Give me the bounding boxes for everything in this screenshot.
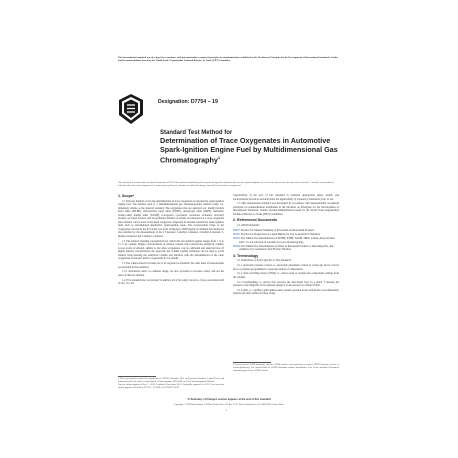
reference-link-d6304[interactable]: D6304 — [233, 244, 241, 248]
standard-heading — [160, 130, 350, 165]
wto-notice-line-1: This international standard was developed in accordance with internationally recognized principles on standardization established in the Decision on Principles for the — [118, 56, 288, 59]
paragraph-2-1: 2.1 ASTM Standards: — [237, 223, 261, 227]
right-column — [233, 194, 339, 297]
issue-note: This standard is issued under the fixed designation D7754; the number immediately following the designation indicates the year of original adoption or, in the case of revision, the year of last revision. A number in parentheses indicates the year of last reapproval. A superscript epsilon (ε) indicates an editorial change since the last revision or reapproval. — [118, 181, 334, 187]
paragraph-1-1: 1.1 This test method covers the determination of trace oxygenates in automotive spark-ignition engine fuel. The method used is a multidimensional gas chromatographic method using 1,2-dimethoxy ethane as the internal standard. The oxygenates that are analyzed are: methyl-tertiary butyl ether (MTBE), ethyl-tertiary butyl ether (ETBE), diisopropyl ether (DIPE), methanol, tertiary-amyl methyl ether (TAME), n-propanol, i-propanol, n-butanol, i-butanol, tert-butyl alcohol, sec-butyl alcohol, and tert-pentanol. Ethanol is usually not measured at a trace oxygenate since ethanol can be used as the main oxygenate compound in blended automotive spark-ignition fuels such as reformulated automotive spark-ignition fuels. The concentration range of the oxygenates covered in the ILS study was from 10 mg/kg to 2000 mg/kg. In addition this method is also suitable for the measurement of the C5 ketones: 2-methyl-1-butanol, 2-methyl-2-butanol, 3-methyl-2-butanol and 3-methyl-1-butanol. — [118, 199, 224, 238]
title-footnote-marker: 1 — [217, 155, 221, 161]
left-footnotes — [118, 378, 224, 390]
reference-link-d4307[interactable]: D4307 — [233, 232, 241, 236]
standard-title — [160, 137, 350, 165]
paragraph-1-4-continued: responsibility of the user of this standard to establish appropriate safety, health, and environmental practices and determine the applicability of regulatory limitations prior to use. — [233, 194, 339, 201]
summary-of-changes-note: *A Summary of Changes section appears at the end of this standard — [187, 398, 271, 401]
standard-title-text: Determination of Trace Oxygenates in Automotive Spark-Ignition Engine Fuel by Multidimensional Gas Chromatography — [160, 136, 338, 165]
footnote-divider-right — [233, 362, 271, 363]
reference-text: Practice for Preparation of Liquid Blends for Use as Analytical Standards — [241, 232, 320, 236]
reference-link-d4815[interactable]: D4815 — [233, 236, 241, 240]
standard-type: Standard Test Method for — [160, 130, 233, 136]
paragraph-1-2: 1.2 The ethanol blending concentration for which this test method applies ranges from 1 % to 15 % by volume. Higher concentrations of ethanol content will overload the analytical column. Lower levels of ethanol, similar to the other oxygenates, can be calibrated and analyzed also. If higher ethanol concentrations are expected, the column loading technique can be used to avoid ethanol from entering the analytical column and interfere with the determination of the other oxygenates of interest. Refer to Appendix X1 for details. — [118, 239, 224, 261]
reference-text: Test Method for Determination of Water in Petroleum Products, Lubricating Oils, and Additives by Coulometric Karl Fischer Titration — [239, 244, 334, 252]
wto-notice — [118, 56, 340, 62]
terminology-heading: 3. Terminology — [233, 253, 259, 258]
paragraph-3-1-4: 3.1.4 inlet, n—capillary split/splitless inlet system operated in the split mode is recommended. Operate the inlet within its linear range. — [233, 288, 339, 296]
footnote-1: 1 This test method is under the jurisdiction of ASTM Committee D02 on Petroleum Products, Liquid Fuels, and Lubricants and is the direct responsibility of Subcommittee D02.04.0L on Gas Chromatography Methods. — [118, 378, 224, 383]
footnote-edition: Current edition approved Nov. 1, 2019. Published November 2019. Originally approved in 2011. Last previous edition approved in 2016 as D7754 – 16. DOI: 10.1520/D7754-19. — [118, 383, 224, 389]
paragraph-3-1-3: 3.1.3 backflushing, n—device that reverses the directional flow in a union T altering the pressure at the midpoint. In its simplest design it is also known as a Dean Switch. — [233, 280, 339, 288]
paragraph-1-4: 1.4 This standard does not purport to address all of the safety concerns, if any, associated with its use. It is the — [118, 278, 224, 286]
scope-heading: 1. Scope* — [118, 194, 135, 198]
paragraph-1-3: 1.3 The values stated in SI units are to be regarded as standard. No other units of measurement are included in this standard. — [118, 262, 224, 269]
copyright-line: Copyright © ASTM International, 100 Barr Harbor Drive, PO Box C700, West Conshohocken, PA 19428-2959. United States — [173, 404, 285, 406]
reference-text: Practice for Manual Sampling of Petroleum and Petroleum Products — [241, 228, 315, 232]
referenced-documents-heading: 2. Referenced Documents — [233, 218, 278, 223]
reference-item — [233, 232, 339, 237]
wto-notice-line-2: Development of International Standards, Guides and Recommendations issued by the World Trade Organization Technical Barriers to Trade (TBT) Committee. — [118, 56, 339, 62]
reference-text: Test Method for Determination of MTBE, ETBE, TAME, DIPE, tertiary-Amyl Alcohol and C1 to C4 Alcohols in Gasoline by Gas Chromatography — [239, 236, 335, 244]
reference-item — [233, 244, 339, 252]
reference-item — [233, 228, 339, 233]
left-column — [118, 194, 224, 287]
paragraph-3-1-2: 3.1.2 dean switching device (DSD), n—device used to analyze the components eluting from the column. — [233, 272, 339, 279]
paragraph-1-5: 1.5 This international standard was developed in accordance with internationally recognized principles on standardization established in the Decision on Principles for the Development of International Standards, Guides and Recommendations issued by the World Trade Organization Technical Barriers to Trade (TBT) Committee. — [233, 202, 339, 216]
paragraph-3-1: 3.1 Definitions of Terms Specific to This Standard: — [237, 259, 292, 263]
page-number: 1 — [226, 409, 228, 412]
paragraph-1-3-1: 1.3.1 Alternative units, in common usage, are also provided to increase clarity and aid the users of this test method. — [118, 270, 224, 277]
footnote-2: 2 For referenced ASTM standards, visit the ASTM website, www.astm.org, or contact ASTM Customer Service at service@astm.org. For Annual Book of ASTM Standards volume information, refer to the standard's Document Summary page on the ASTM website. — [233, 364, 339, 372]
reference-item — [233, 236, 339, 244]
right-footnotes — [233, 364, 339, 373]
paragraph-3-1-1: 3.1.1 electronic pressure control, n—electronic pneumatic control of carrier gas flows. Can be flow or pressure programmed to speed up elution of components. — [233, 264, 339, 271]
footnote-divider — [118, 376, 156, 377]
astm-logo-icon — [118, 93, 144, 125]
designation: Designation: D7754 − 19 — [158, 99, 218, 105]
reference-link-d4057[interactable]: D4057 — [233, 228, 241, 232]
